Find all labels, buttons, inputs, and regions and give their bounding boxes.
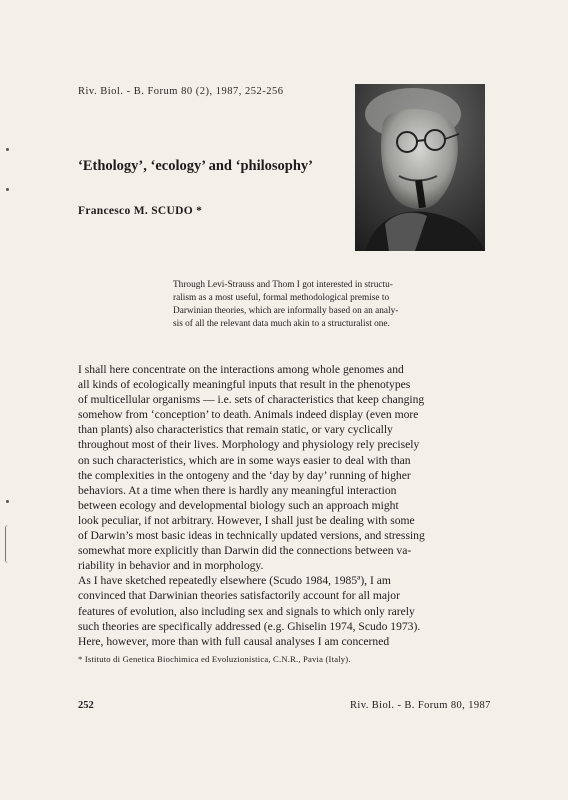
body-line: throughout most of their lives. Morphology and physiology rely precisely: [78, 438, 420, 452]
margin-speck: [6, 188, 9, 191]
body-line: behaviors. At a time when there is hardly any meaningful interaction: [78, 483, 397, 497]
body-line: somehow from ‘conception’ to death. Animals indeed display (even more: [78, 408, 419, 422]
body-line: somewhat more explicitly than Darwin did the connections between va-: [78, 544, 412, 558]
article-body: [78, 362, 498, 649]
body-line: than plants) also characteristics that remain static, or vary cyclically: [78, 423, 393, 437]
epigraph-line: sis of all the relevant data much akin to a structuralist one.: [173, 318, 390, 329]
body-line: between ecology and developmental biology such an approach might: [78, 498, 399, 512]
body-line: of multicellular organisms — i.e. sets of characteristics that keep changing: [78, 393, 425, 407]
author-portrait-photo: [355, 84, 485, 251]
body-line: all kinds of ecologically meaningful inputs that result in the phenotypes: [78, 378, 411, 392]
body-line: such theories are specifically addressed (e.g. Ghiselin 1974, Scudo 1973).: [78, 619, 421, 633]
epigraph-line: Through Levi-Strauss and Thom I got interested in structu-: [173, 280, 393, 290]
body-line: riability in behavior and in morphology.: [78, 559, 264, 573]
article-author: Francesco M. SCUDO *: [78, 205, 203, 217]
epigraph-line: Darwinian theories, which are informally based on an analy-: [173, 305, 399, 316]
page-number: 252: [78, 700, 94, 711]
body-line: the complexities in the ontogeny and the ‘day by day’ running of higher: [78, 468, 411, 482]
body-line: Here, however, more than with full causal analyses I am concerned: [78, 634, 390, 648]
margin-speck: [6, 500, 9, 503]
body-line: look peculiar, if not arbitrary. However, I shall just be dealing with some: [78, 513, 415, 527]
margin-speck: [6, 148, 9, 151]
body-line: convinced that Darwinian theories satisfactorily account for all major: [78, 589, 400, 603]
body-line: of Darwin’s most basic ideas in technically updated versions, and stressing: [78, 529, 425, 543]
epigraph: [173, 279, 493, 331]
margin-bracket-mark: [5, 525, 10, 563]
running-footer: Riv. Biol. - B. Forum 80, 1987: [350, 700, 491, 711]
journal-citation-header: Riv. Biol. - B. Forum 80 (2), 1987, 252-256: [78, 86, 284, 97]
portrait-image: [355, 84, 485, 251]
body-line: on such characteristics, which are in some ways easier to deal with than: [78, 453, 411, 467]
epigraph-line: ralism as a most useful, formal methodological premise to: [173, 292, 390, 303]
body-line: features of evolution, also including sex and signals to which only rarely: [78, 604, 415, 618]
body-line: As I have sketched repeatedly elsewhere (Scudo 1984, 1985ª), I am: [78, 574, 391, 588]
body-line: I shall here concentrate on the interactions among whole genomes and: [78, 363, 404, 376]
author-affiliation-footnote: * Istituto di Genetica Biochimica ed Evoluzionistica, C.N.R., Pavia (Italy).: [78, 654, 351, 664]
article-title: ‘Ethology’, ‘ecology’ and ‘philosophy’: [78, 158, 313, 174]
